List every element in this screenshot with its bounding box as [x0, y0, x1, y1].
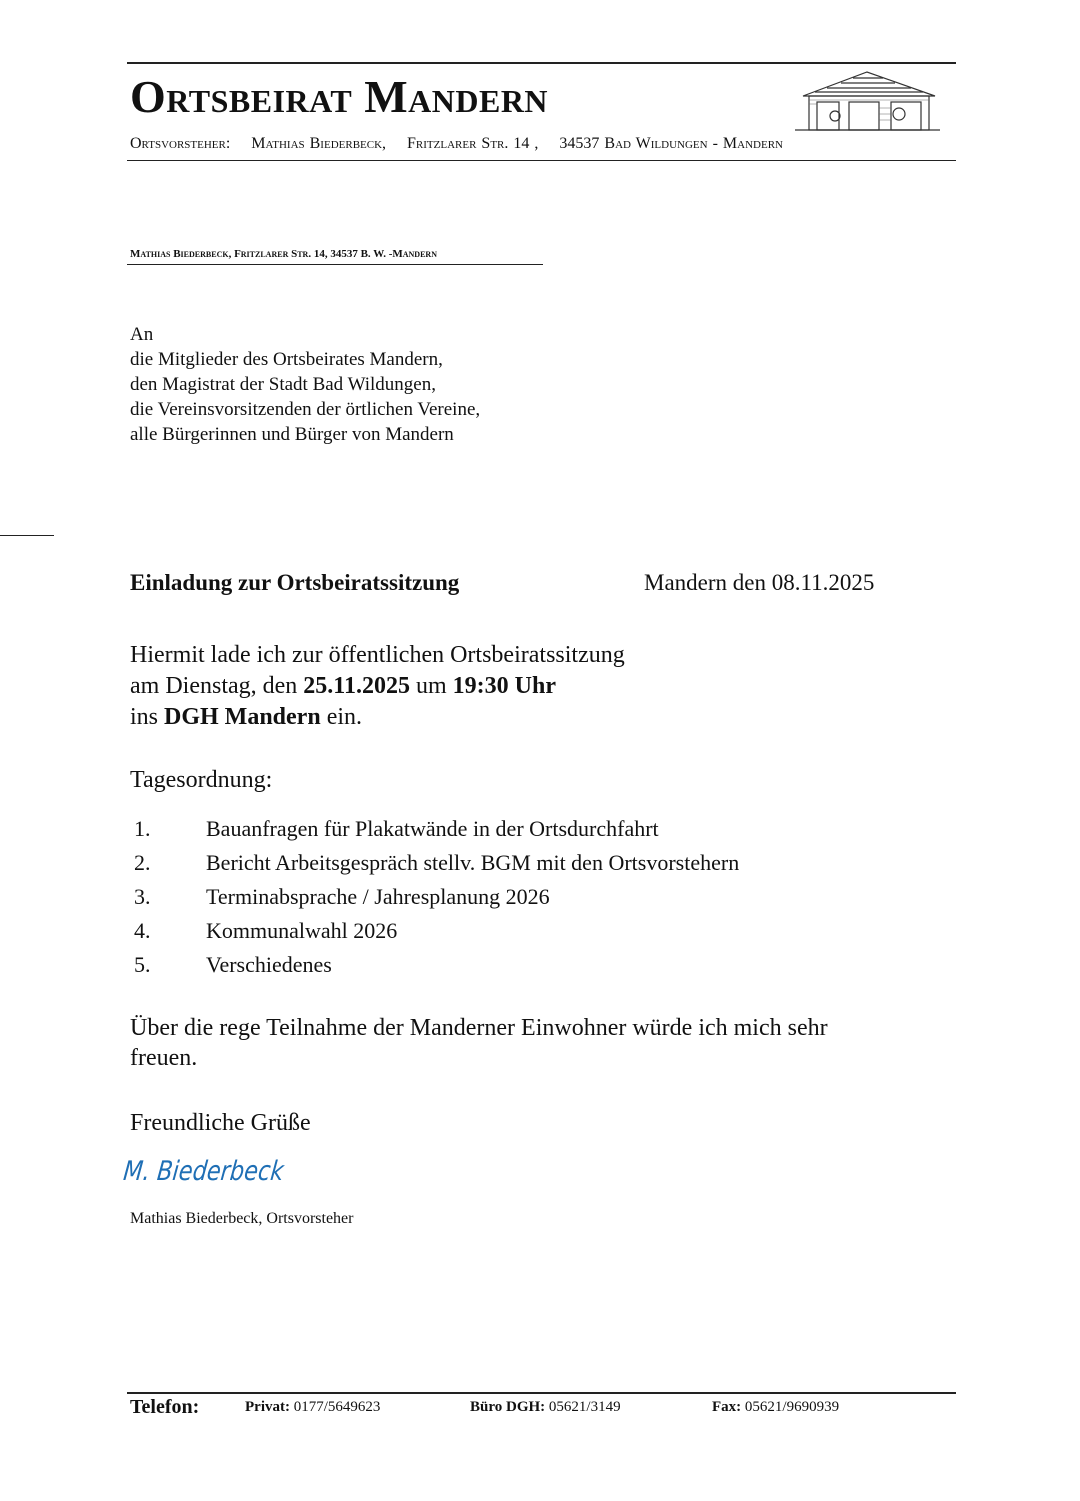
agenda-number: 1. [134, 816, 151, 841]
greeting: Freundliche Grüße [130, 1110, 311, 1136]
recipient-line: An [130, 324, 154, 345]
subject-line: Einladung zur Ortsbeiratssitzung [130, 570, 460, 595]
text-segment: am Dienstag, den [130, 673, 304, 699]
invitation-text [130, 640, 625, 733]
place-date: Mandern den 08.11.2025 [644, 570, 875, 595]
building-logo-icon [795, 68, 940, 134]
agenda-text: Kommunalwahl 2026 [206, 918, 398, 943]
meeting-date: 25.11.2025 [303, 673, 410, 699]
agenda-text: Terminabsprache / Jahresplanung 2026 [206, 884, 550, 909]
agenda-number: 2. [134, 850, 151, 875]
text-segment: um [409, 673, 453, 699]
header-city: 34537 Bad Wildungen - Mandern [559, 135, 783, 152]
footer-buero-label: Büro DGH: [470, 1399, 546, 1415]
footer-buero [470, 1399, 621, 1416]
footer-privat [245, 1399, 380, 1416]
recipient-line: alle Bürgerinnen und Bürger von Mandern [130, 424, 454, 445]
footer-fax-label: Fax: [712, 1399, 742, 1415]
agenda-text: Bauanfragen für Plakatwände in der Ortsdurchfahrt [206, 816, 659, 841]
header-name: Mathias Biederbeck, [251, 135, 387, 152]
agenda-number: 3. [134, 884, 151, 909]
recipient-line: den Magistrat der Stadt Bad Wildungen, [130, 374, 436, 395]
agenda-number: 5. [134, 952, 151, 977]
footer-telefon-label: Telefon: [130, 1396, 200, 1418]
invitation-line-2 [130, 671, 625, 702]
footer-privat-number: 0177/5649623 [293, 1399, 381, 1415]
agenda-number: 4. [134, 918, 151, 943]
header-top-rule [127, 62, 956, 64]
agenda-text: Verschiedenes [206, 952, 332, 977]
invitation-line-3 [130, 702, 625, 733]
sender-underline [127, 264, 543, 265]
recipient-line: die Mitglieder des Ortsbeirates Mandern, [130, 349, 443, 370]
footer-buero-number: 05621/3149 [548, 1399, 621, 1415]
agenda-text: Bericht Arbeitsgespräch stellv. BGM mit den Ortsvorstehern [206, 850, 740, 875]
signature-name: Mathias Biederbeck, Ortsvorsteher [130, 1210, 354, 1227]
header-street: Fritzlarer Str. 14 , [407, 135, 539, 152]
letterhead-title: Ortsbeirat Mandern [130, 71, 549, 122]
meeting-location: DGH Mandern [164, 704, 321, 730]
text-segment: ein. [320, 704, 363, 730]
footer-fax [712, 1399, 839, 1416]
header-bottom-rule [127, 160, 956, 161]
sender-line: Mathias Biederbeck, Fritzlarer Str. 14, 34537 B. W. -Mandern [130, 248, 437, 260]
closing-paragraph: Über die rege Teilnahme der Manderner Einwohner würde ich mich sehr freuen. [130, 1015, 828, 1071]
meeting-time: 19:30 Uhr [452, 673, 556, 699]
footer-privat-label: Privat: [245, 1399, 290, 1415]
signature-text: M. Biederbeck [121, 1156, 318, 1187]
footer-rule [127, 1392, 956, 1394]
recipient-block [130, 322, 480, 447]
recipient-line: die Vereinsvorsitzenden der örtlichen Vereine, [130, 399, 481, 420]
handwritten-signature [121, 1148, 318, 1190]
fold-mark [0, 535, 54, 536]
text-segment: ins [130, 704, 165, 730]
header-role: Ortsvorsteher: [130, 135, 231, 152]
header-contact-line [130, 135, 799, 153]
invitation-line-1: Hiermit lade ich zur öffentlichen Ortsbeiratssitzung [130, 642, 625, 668]
agenda-heading: Tagesordnung: [130, 767, 273, 793]
footer-fax-number: 05621/9690939 [744, 1399, 840, 1415]
